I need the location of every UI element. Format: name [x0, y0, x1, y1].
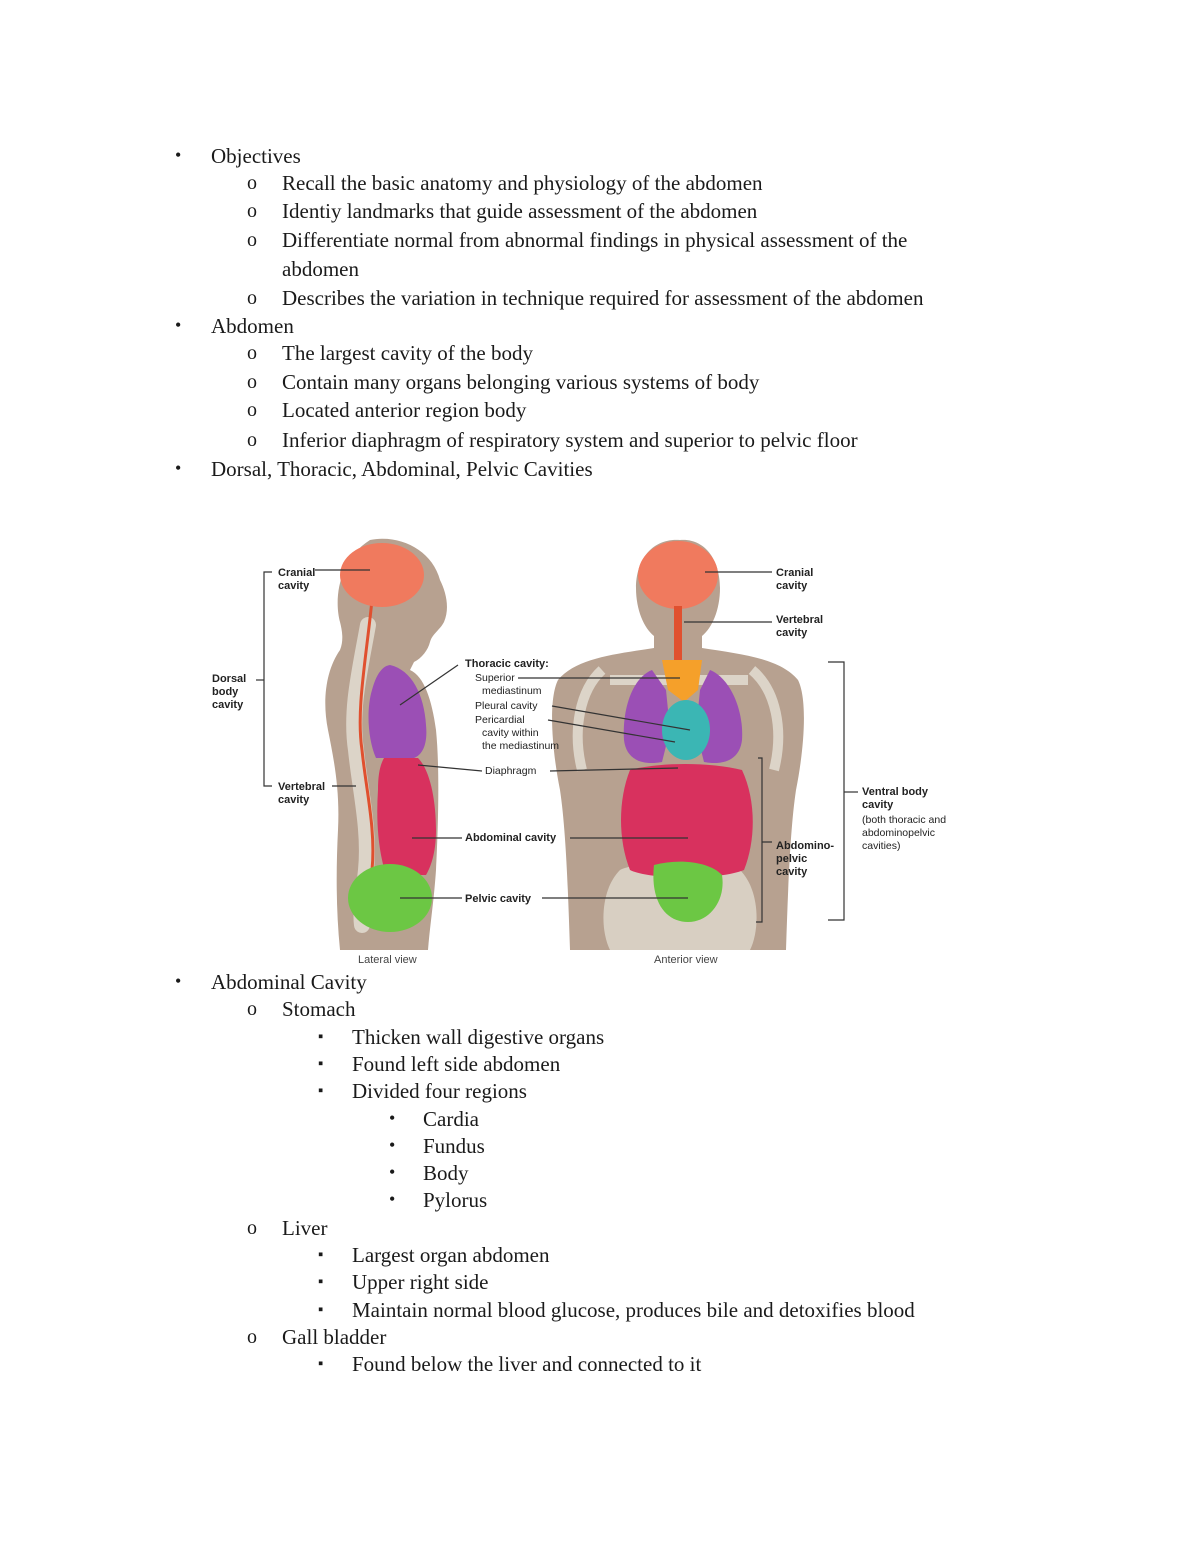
label-pelvic-cavity: Pelvic cavity — [465, 893, 532, 905]
lateral-cranial-cavity — [340, 543, 424, 607]
label-diaphragm: Diaphragm — [485, 765, 537, 777]
label-ventral-note: (both thoracic and abdominopelvic cavities) — [862, 814, 947, 852]
label-abdominal-cavity: Abdominal cavity — [465, 832, 557, 844]
outline-item-level-3: Found left side abdomen — [352, 1051, 561, 1076]
bullet-level-1: • — [175, 315, 182, 335]
anterior-cranial-cavity — [638, 541, 718, 609]
outline-item-level-1: Abdomen — [211, 314, 294, 338]
bullet-level-2: o — [247, 1216, 257, 1239]
bullet-level-1: • — [175, 145, 182, 165]
outline-item-level-2: Describes the variation in technique required for assessment of the abdomen — [282, 286, 924, 310]
label-superior-mediastinum: Superior mediastinum — [475, 672, 542, 697]
bullet-level-2: o — [247, 342, 257, 364]
caption-anterior-view: Anterior view — [654, 954, 718, 966]
outline-item-level-3: Divided four regions — [352, 1079, 527, 1104]
bullet-level-4: • — [389, 1107, 396, 1128]
caption-lateral-view: Lateral view — [358, 954, 417, 966]
bullet-level-4: • — [389, 1162, 396, 1183]
outline-item-level-1: Dorsal, Thoracic, Abdominal, Pelvic Cavities — [211, 457, 593, 481]
bullet-level-3: ▪ — [318, 1055, 324, 1072]
bullet-level-2: o — [247, 429, 257, 451]
outline-item-level-2: Located anterior region body — [282, 398, 527, 422]
label-pericardial-cavity: Pericardial cavity within the mediastinum — [475, 714, 560, 752]
label-ventral-body-cavity: Ventral body cavity — [862, 786, 929, 811]
bullet-level-4: • — [389, 1134, 396, 1155]
body-cavities-figure — [200, 530, 1000, 970]
label-pleural-cavity: Pleural cavity — [475, 700, 538, 712]
outline-item-level-2: Recall the basic anatomy and physiology of the abdomen — [282, 171, 763, 195]
bullet-level-2: o — [247, 371, 257, 393]
outline-item-level-2: Identiy landmarks that guide assessment of the abdomen — [282, 199, 758, 223]
outline-item-level-2: Differentiate normal from abnormal findings in physical assessment of the — [282, 228, 908, 252]
outline-item-level-4: Body — [423, 1161, 469, 1186]
bullet-level-2: o — [247, 287, 257, 309]
outline-item-level-2: Liver — [282, 1215, 328, 1240]
anterior-view-figure — [552, 540, 804, 950]
lateral-abdominal-cavity — [377, 758, 436, 875]
label-vertebral-cavity-anterior: Vertebral cavity — [776, 614, 824, 639]
outline-item-level-3: Found below the liver and connected to it — [352, 1352, 702, 1377]
bullet-level-2: o — [247, 1325, 257, 1348]
anterior-vertebral-cavity — [674, 606, 682, 664]
outline-item-level-1: Objectives — [211, 144, 301, 168]
outline-item-level-2: The largest cavity of the body — [282, 341, 533, 365]
label-abdominopelvic-cavity: Abdomino-pelvic cavity — [776, 840, 835, 878]
outline-item-level-2: Stomach — [282, 997, 356, 1022]
outline-item-level-3: Maintain normal blood glucose, produces bile and detoxifies blood — [352, 1297, 915, 1322]
outline-item-level-4: Cardia — [423, 1106, 479, 1131]
bullet-level-3: ▪ — [318, 1083, 324, 1100]
bullet-level-3: ▪ — [318, 1356, 324, 1373]
label-cranial-cavity-lateral: Cranial cavity — [278, 567, 316, 592]
bullet-level-4: • — [389, 1189, 396, 1210]
bullet-level-3: ▪ — [318, 1028, 324, 1045]
bullet-level-3: ▪ — [318, 1301, 324, 1318]
bullet-level-1: • — [175, 971, 182, 991]
bullet-level-2: o — [247, 172, 257, 194]
bullet-level-3: ▪ — [318, 1247, 324, 1263]
bullet-level-2: o — [247, 399, 257, 421]
bullet-level-1: • — [175, 458, 182, 478]
outline-item-level-4: Pylorus — [423, 1188, 488, 1213]
bullet-level-3: ▪ — [318, 1274, 324, 1291]
lateral-view-figure — [325, 539, 447, 950]
label-vertebral-cavity-lateral: Vertebral cavity — [278, 781, 326, 806]
bullet-level-2: o — [247, 229, 257, 251]
outline-item-level-3: Thicken wall digestive organs — [352, 1024, 605, 1049]
outline-item-level-2: Inferior diaphragm of respiratory system and superior to pelvic floor — [282, 428, 858, 452]
outline-item-level-2: Gall bladder — [282, 1324, 387, 1349]
outline-item-level-2: abdomen — [282, 257, 359, 281]
bullet-level-2: o — [247, 998, 257, 1021]
label-cranial-cavity-anterior: Cranial cavity — [776, 567, 814, 592]
label-thoracic-cavity: Thoracic cavity: — [465, 658, 549, 670]
outline-item-level-2: Contain many organs belonging various systems of body — [282, 370, 760, 394]
outline-item-level-3: Upper right side — [352, 1270, 489, 1295]
label-dorsal-body-cavity: Dorsal body cavity — [212, 673, 247, 711]
outline-item-level-3: Largest organ abdomen — [352, 1243, 550, 1267]
bullet-level-2: o — [247, 200, 257, 222]
anterior-pericardial-cavity — [662, 700, 710, 760]
anterior-abdominal-cavity — [621, 764, 753, 878]
outline-item-level-1: Abdominal Cavity — [211, 970, 367, 994]
outline-item-level-4: Fundus — [423, 1133, 485, 1158]
